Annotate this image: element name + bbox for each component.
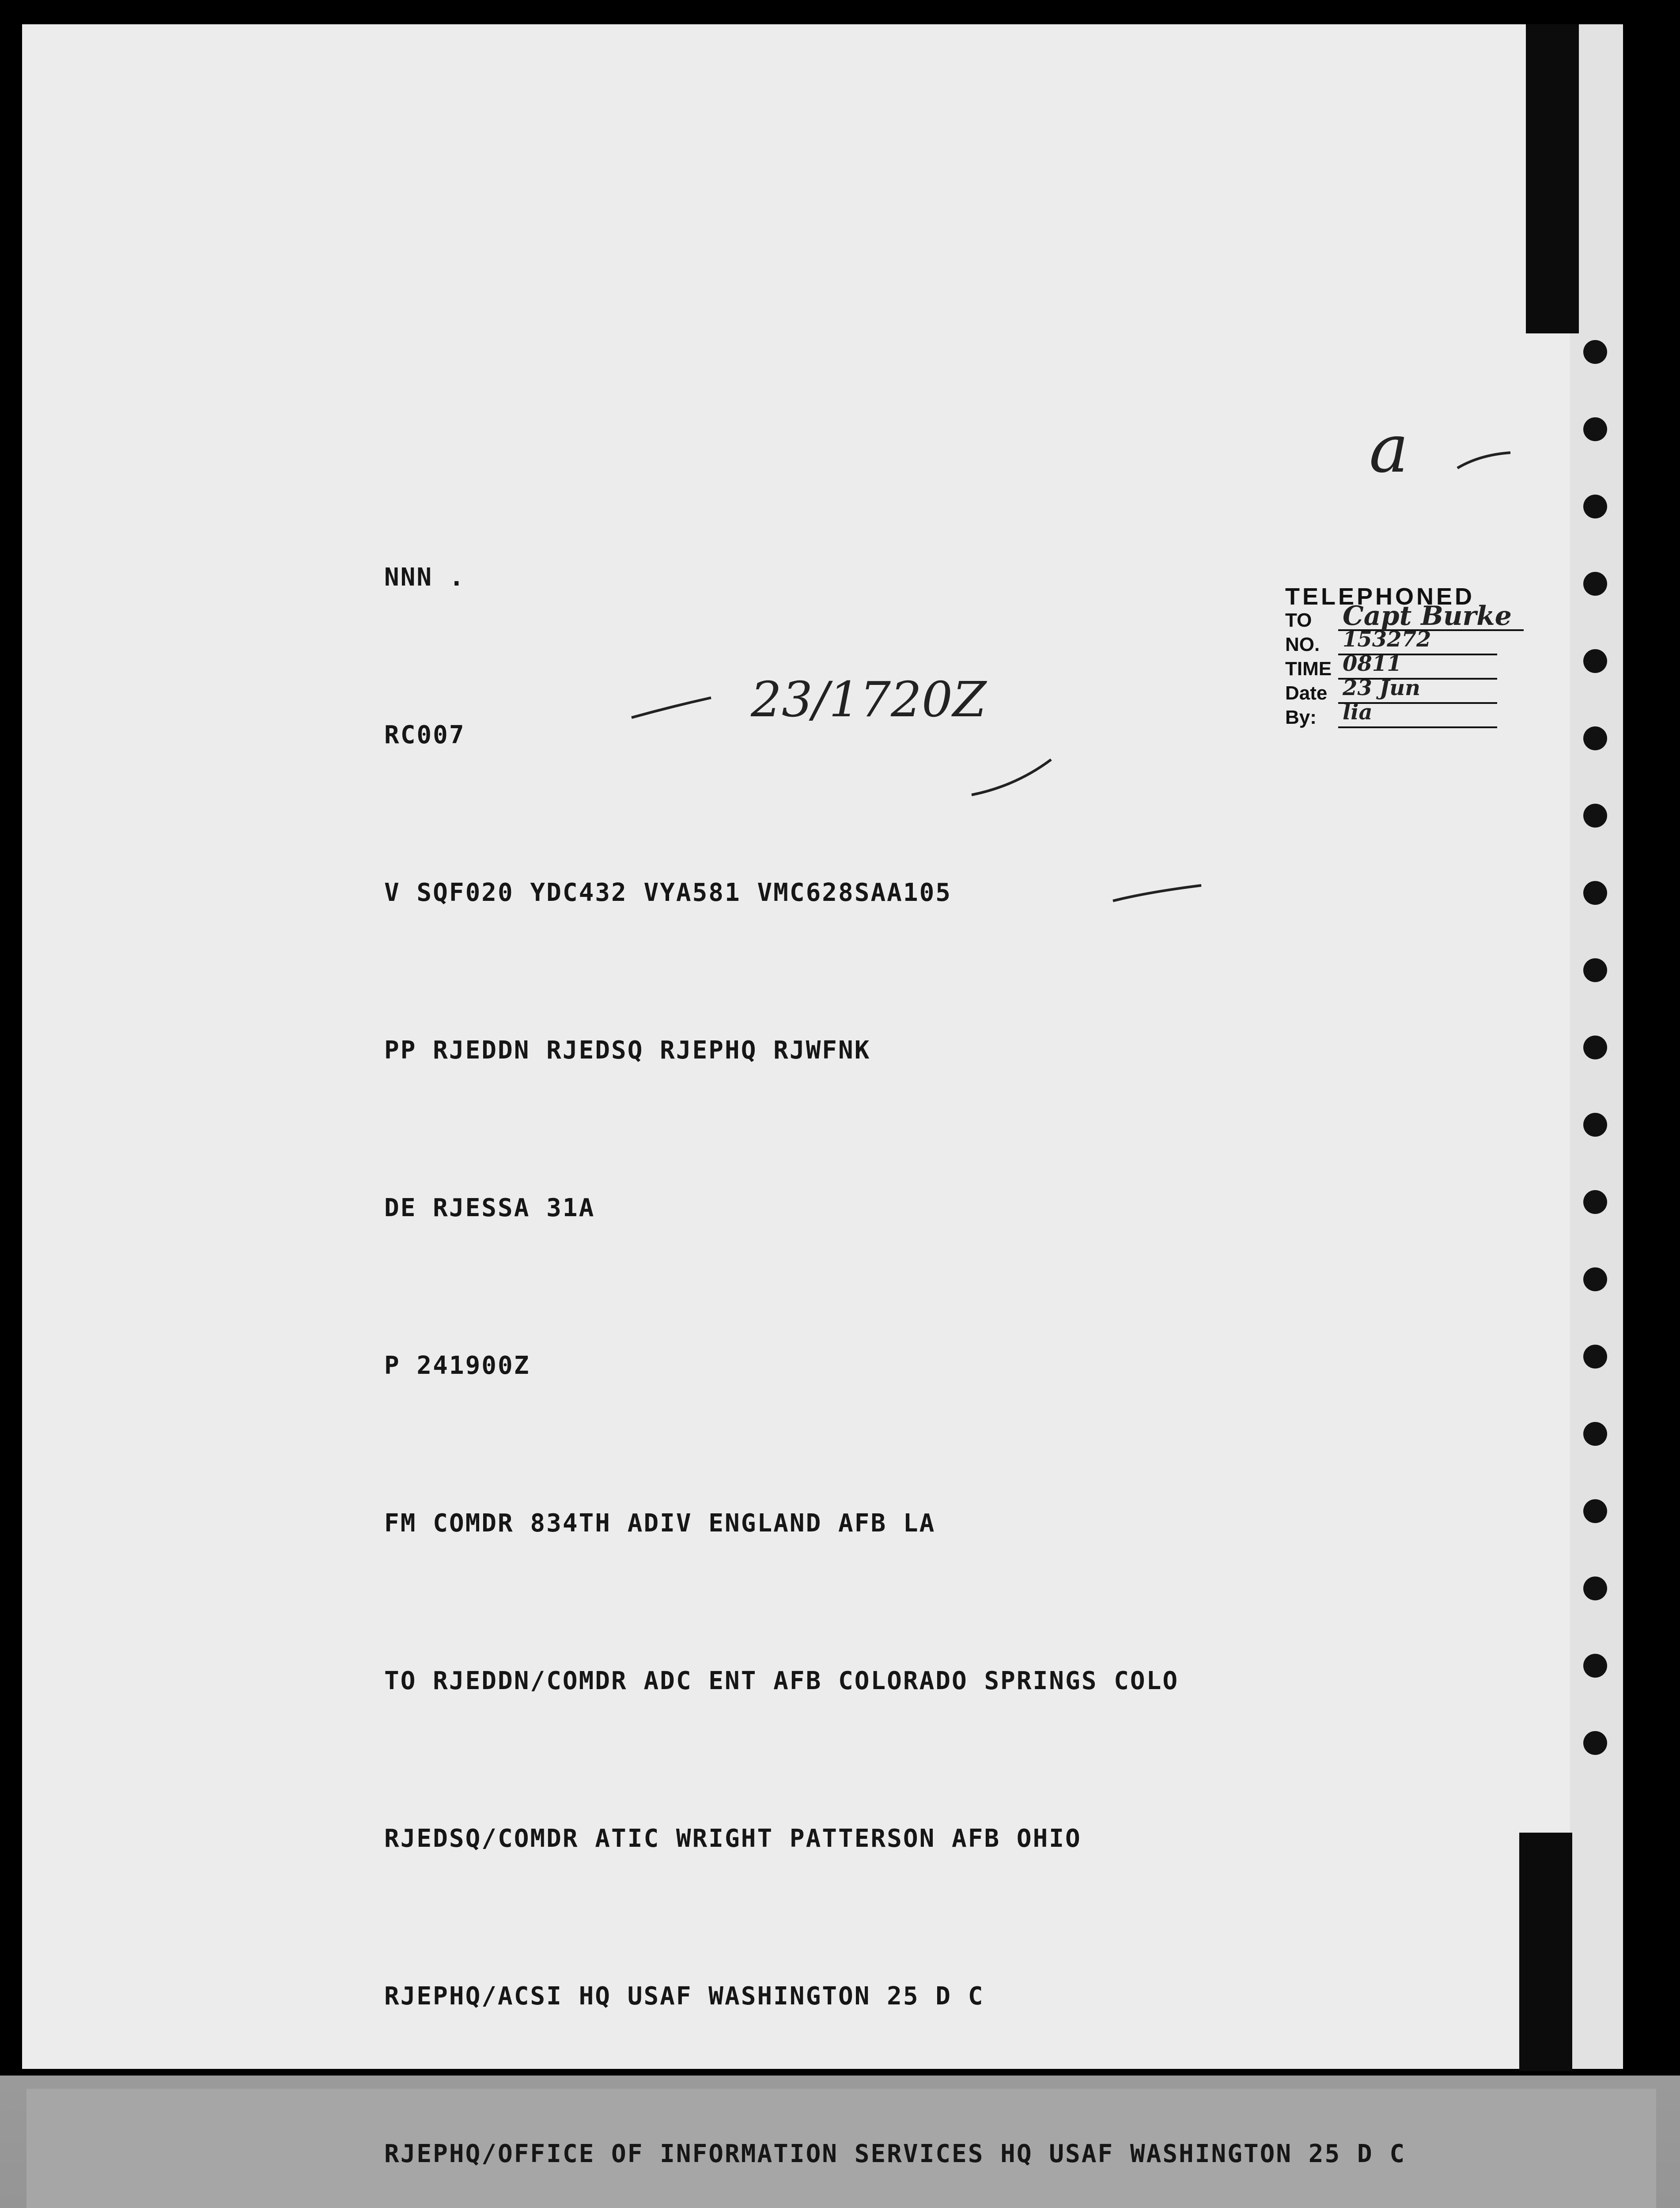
pen-stroke — [1457, 453, 1510, 468]
stamp-date-label: Date — [1285, 682, 1328, 704]
handwritten-time: 0811 — [1343, 651, 1402, 676]
stamp-by-label: By: — [1285, 707, 1317, 728]
pen-stroke — [1113, 885, 1201, 901]
pen-stroke — [972, 760, 1051, 795]
handwritten-dtg: 23/1720Z — [751, 671, 987, 728]
stamp-to-label: TO — [1285, 609, 1312, 631]
stamp-title: TELEPHONED — [1285, 583, 1475, 610]
handwritten-date: 23 Jun — [1343, 676, 1421, 700]
precedence-line: PP RJEDDN RJEDSQ RJEPHQ RJWFNK — [384, 1036, 871, 1065]
origin-station-line: DE RJESSA 31A — [384, 1194, 595, 1222]
handwritten-to: Capt Burke — [1343, 601, 1512, 631]
stamp-no-label: NO. — [1285, 634, 1320, 655]
handwritten-by: lia — [1343, 700, 1373, 725]
from-line: FM COMDR 834TH ADIV ENGLAND AFB LA — [384, 1509, 936, 1538]
addressee-line: RJEPHQ/OFFICE OF INFORMATION SERVICES HQ USAF WASHINGTON 25 D C — [384, 2140, 1406, 2168]
handwritten-no: 153272 — [1343, 627, 1431, 652]
handwritten-initial: a — [1369, 411, 1409, 488]
pen-stroke — [632, 698, 711, 718]
dtg-line: P 241900Z — [384, 1351, 530, 1380]
stamp-time-label: TIME — [1285, 658, 1332, 680]
addressee-line: RJEDSQ/COMDR ATIC WRIGHT PATTERSON AFB OHIO — [384, 1824, 1082, 1853]
to-line: TO RJEDDN/COMDR ADC ENT AFB COLORADO SPRINGS COLO — [384, 1667, 1179, 1695]
addressee-line: RJEPHQ/ACSI HQ USAF WASHINGTON 25 D C — [384, 1982, 984, 2011]
header-line: NNN . — [384, 563, 465, 592]
routing-line: V SQF020 YDC432 VYA581 VMC628SAA105 — [384, 878, 952, 907]
header-line: RC007 — [384, 721, 465, 749]
